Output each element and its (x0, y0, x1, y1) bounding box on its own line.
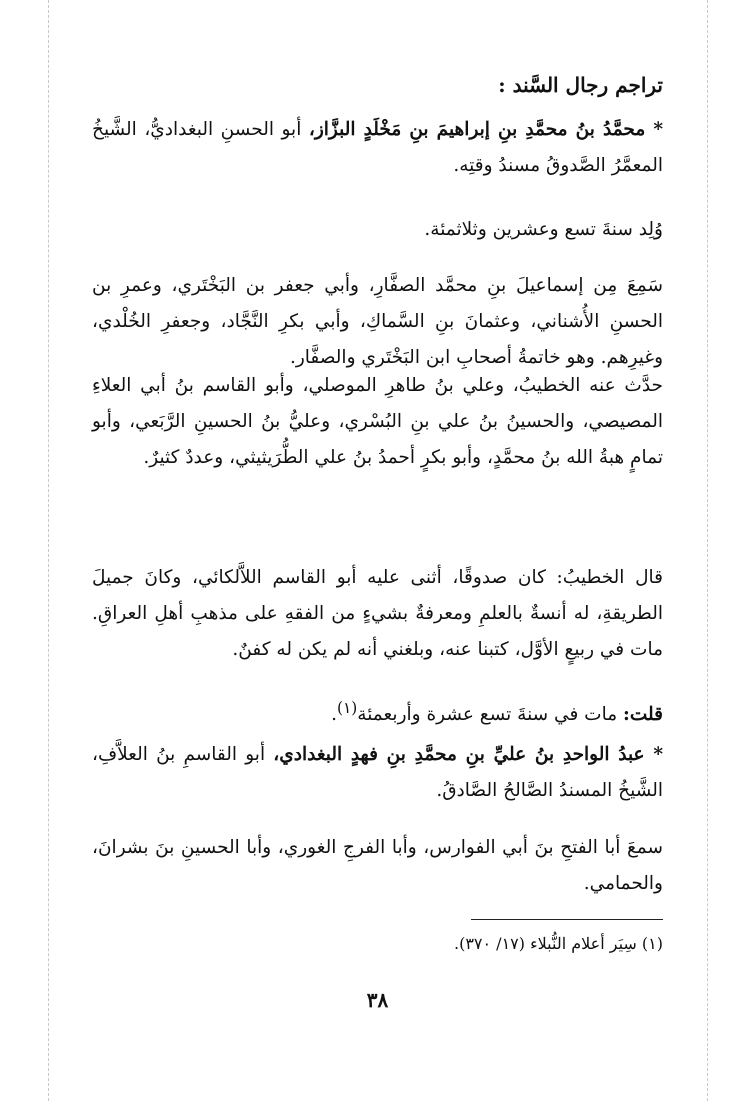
biography-2-description: أبو القاسمِ بنُ العلاَّفِ، الشَّيخُ المسندُ الصَّالحُ الصَّادقُ. (92, 744, 663, 801)
scan-fold-line-left (48, 0, 49, 1101)
birth-paragraph: وُلِد سنةَ تسع وعشرين وثلاثمئة. (424, 219, 663, 240)
teachers-paragraph: سَمِعَ مِن إسماعيلَ بنِ محمَّد الصفَّارِ، وأبي جعفر بن البَخْتَري، وعمرِ بن الحسنِ الأُشناني، وعثمانَ بنِ السَّماكِ، وأبي بكرِ النَّجَّاد، وجعفرِ الخُلْدي، وغيرِهم. وهو خاتمةُ أصحابِ ابن البَخْتَري والصفَّار. (92, 275, 663, 368)
footnote: (١) سِيَر أعلام النُّبلاء (١٧/ ٣٧٠). (453, 934, 663, 953)
biography-entry-2 (92, 737, 663, 809)
section-heading: تراجم رجال السَّند : (498, 73, 663, 97)
author-note-paragraph (92, 690, 663, 733)
biography-2-name: * عبدُ الواحدِ بنُ عليِّ بنِ محمَّدِ بنِ فهدٍ البغدادي، (273, 744, 663, 765)
biography-entry-1 (92, 112, 663, 184)
page-number: ٣٨ (366, 988, 389, 1012)
biography-1-description: أبو الحسنِ البغداديُّ، الشَّيخُ المعمَّرُ الصَّدوقُ مسندُ وقتِه. (92, 119, 663, 176)
khatib-quote-paragraph: قال الخطيبُ: كان صدوقًا، أثنى عليه أبو القاسم اللاَّلكائي، وكانَ جميلَ الطريقةِ، له أنسةٌ بالعلمِ ومعرفةٌ بشيءٍ من الفقهِ على مذهبِ أهلِ العراقِ. مات في ربيعٍ الأوَّل، كتبنا عنه، وبلغني أنه لم يكن له كفنٌ. (92, 567, 663, 660)
footnote-divider (471, 919, 663, 920)
teachers-paragraph-2: سمعَ أبا الفتحِ بنَ أبي الفوارس، وأبا الفرجِ الغوري، وأبا الحسينِ بنَ بشرانَ، والحمامي. (92, 837, 663, 894)
author-note-text: مات في سنةَ تسع عشرة وأربعمئة (357, 704, 624, 726)
scan-fold-line-right (707, 0, 708, 1101)
students-paragraph: حدَّث عنه الخطيبُ، وعلي بنُ طاهرِ الموصلي، وأبو القاسم بنُ أبي العلاءِ المصيصي، والحسينُ بنُ علي بنِ البُسْري، وعليُّ بنُ الحسينِ الرَّبَعي، وأبو تمامٍ هبةُ الله بنُ محمَّدٍ، وأبو بكرٍ أحمدُ بنُ علي الطُّرَيثيثي، وعددٌ كثيرٌ. (92, 375, 663, 468)
footnote-marker[interactable]: (١) (336, 699, 358, 717)
biography-1-name: * محمَّدُ بنُ محمَّدِ بنِ إبراهيمَ بنِ مَخْلَدٍ البزَّاز، (308, 119, 663, 140)
author-note-label: قلت: (623, 704, 663, 726)
author-note-end: . (331, 704, 337, 726)
